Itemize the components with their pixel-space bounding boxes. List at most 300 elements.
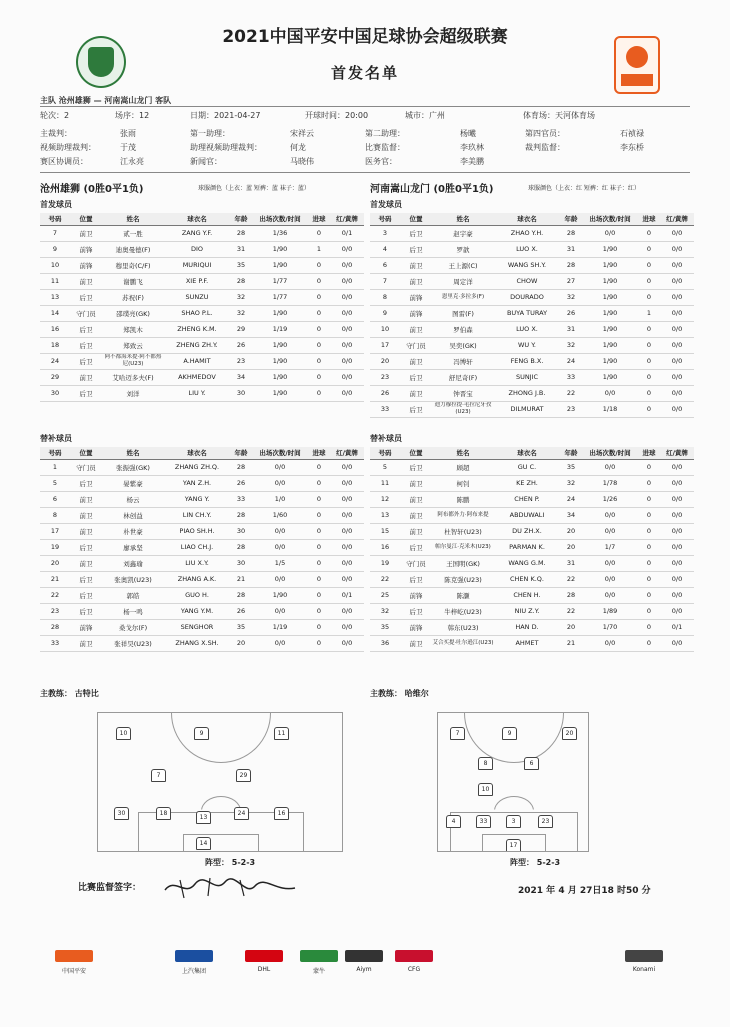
table-cell: 朴世豪	[102, 523, 164, 539]
table-cell: 32	[560, 337, 582, 353]
column-header: 出场次数/时间	[252, 447, 308, 459]
table-cell: 23	[230, 353, 252, 369]
table-cell: 1/90	[252, 353, 308, 369]
table-row	[370, 539, 694, 555]
table-cell: 0	[638, 257, 660, 273]
table-cell: 贰一胜	[102, 225, 164, 241]
column-header: 进球	[638, 213, 660, 225]
official-name: 杨曦	[460, 129, 476, 138]
sponsor-logo-icon	[300, 950, 338, 962]
table-row	[370, 369, 694, 385]
table-cell: ZHENG ZH.Y.	[164, 337, 230, 353]
table-cell: 0/0	[660, 337, 694, 353]
table-cell: 张奥凯(U23)	[102, 571, 164, 587]
table-cell: 0/0	[330, 289, 364, 305]
table-cell: GUO H.	[164, 587, 230, 603]
table-cell: LUO X.	[494, 321, 560, 337]
table-cell: 阿布都外力·阿布来提	[432, 507, 494, 523]
table-row	[40, 571, 364, 587]
table-cell: 后卫	[400, 459, 432, 475]
table-cell: 31	[560, 241, 582, 257]
table-cell: 前卫	[70, 635, 102, 651]
city: 城市：广州	[405, 111, 445, 120]
table-row	[40, 555, 364, 571]
csl-logo-icon	[614, 36, 660, 94]
column-header: 球衣名	[164, 447, 230, 459]
table-cell: 1/90	[582, 257, 638, 273]
table-row	[370, 491, 694, 507]
table-cell: 1/89	[582, 603, 638, 619]
round: 轮次：2	[40, 111, 70, 120]
table-cell: 1/90	[582, 241, 638, 257]
table-cell: AKHMEDOV	[164, 369, 230, 385]
table-cell: 31	[560, 321, 582, 337]
table-cell: 1/0	[252, 491, 308, 507]
table-cell: 0	[308, 369, 330, 385]
table-cell: 舒尼奇(F)	[432, 369, 494, 385]
kickoff: 开球时间：20:00	[305, 111, 369, 120]
player-shirt-icon: 14	[196, 837, 211, 850]
referee-sign-label: 比赛监督签字：	[78, 883, 142, 893]
table-cell: 守门员	[70, 459, 102, 475]
table-cell: 陈克强(U23)	[432, 571, 494, 587]
official-role: 比赛监督：	[365, 143, 405, 152]
table-row	[370, 523, 694, 539]
column-header: 球衣名	[494, 213, 560, 225]
table-cell: 1	[308, 241, 330, 257]
table-cell: 27	[560, 273, 582, 289]
column-header: 号码	[370, 213, 400, 225]
table-cell: ZHAO Y.H.	[494, 225, 560, 241]
table-cell: 32	[560, 475, 582, 491]
table-cell: 10	[370, 321, 400, 337]
table-cell: 0/0	[582, 507, 638, 523]
table-row	[370, 321, 694, 337]
table-cell: 后卫	[70, 385, 102, 401]
table-cell: 0	[638, 587, 660, 603]
column-header: 球衣名	[494, 447, 560, 459]
table-cell: 26	[230, 475, 252, 491]
table-row	[370, 353, 694, 369]
column-header: 出场次数/时间	[582, 213, 638, 225]
column-header: 位置	[400, 447, 432, 459]
table-cell: 0	[308, 289, 330, 305]
table-cell: 0	[638, 289, 660, 305]
table-cell: 0	[308, 337, 330, 353]
column-header: 姓名	[102, 213, 164, 225]
table-cell: 1/70	[582, 619, 638, 635]
home-coach: 主教练： 古特比	[40, 689, 99, 698]
table-cell: 张祥昊(U23)	[102, 635, 164, 651]
official-role: 视频助理裁判：	[40, 143, 96, 152]
sponsor-logo-icon	[175, 950, 213, 962]
table-cell: 后卫	[70, 337, 102, 353]
table-cell: 0/0	[660, 305, 694, 321]
table-cell: 1/90	[252, 337, 308, 353]
table-cell: 0/0	[660, 321, 694, 337]
table-cell: 28	[230, 273, 252, 289]
home-subs-table	[40, 447, 364, 652]
player-shirt-icon: 9	[502, 727, 517, 740]
table-cell: SUNZU	[164, 289, 230, 305]
table-row	[370, 257, 694, 273]
table-cell: 15	[370, 523, 400, 539]
table-cell: 0	[308, 619, 330, 635]
table-cell: 18	[40, 337, 70, 353]
column-header: 姓名	[102, 447, 164, 459]
table-cell: 帕尔曼江·克米木(U23)	[432, 539, 494, 555]
player-shirt-icon: 30	[114, 807, 129, 820]
sponsor-label: 中国平安	[61, 968, 86, 975]
column-header: 进球	[308, 447, 330, 459]
table-row	[370, 619, 694, 635]
table-cell: 前锋	[400, 587, 432, 603]
table-cell: ZHONG J.B.	[494, 385, 560, 401]
table-cell: 23	[560, 401, 582, 417]
column-header: 年龄	[560, 447, 582, 459]
table-cell: 0/0	[660, 225, 694, 241]
table-cell: 1/36	[252, 225, 308, 241]
table-cell: 1/90	[582, 305, 638, 321]
table-cell: 0	[308, 257, 330, 273]
table-cell: 罗伯森	[432, 321, 494, 337]
table-cell: 0	[308, 225, 330, 241]
player-shirt-icon: 3	[506, 815, 521, 828]
table-cell: 0	[638, 555, 660, 571]
table-cell: 0/0	[660, 475, 694, 491]
table-cell: 0/0	[660, 385, 694, 401]
column-header: 红/黄牌	[330, 447, 364, 459]
table-cell: ZHANG ZH.Q.	[164, 459, 230, 475]
table-cell: 杜智轩(U23)	[432, 523, 494, 539]
table-cell: 前卫	[70, 273, 102, 289]
table-cell: 0/0	[330, 459, 364, 475]
table-cell: 0	[638, 273, 660, 289]
table-row	[370, 635, 694, 651]
table-cell: 0	[308, 475, 330, 491]
table-row	[40, 321, 364, 337]
table-cell: 22	[560, 571, 582, 587]
table-cell: 前卫	[400, 635, 432, 651]
table-cell: 刘鑫瑜	[102, 555, 164, 571]
table-cell: 0/0	[660, 523, 694, 539]
table-cell: 0/0	[252, 571, 308, 587]
column-header: 红/黄牌	[330, 213, 364, 225]
table-cell: 21	[560, 635, 582, 651]
table-cell: 后卫	[400, 571, 432, 587]
table-cell: 0/0	[330, 603, 364, 619]
table-cell: 林创益	[102, 507, 164, 523]
signature-icon	[160, 872, 300, 902]
table-cell: 1/90	[582, 289, 638, 305]
table-cell: LIAO CH.J.	[164, 539, 230, 555]
table-row	[40, 507, 364, 523]
table-cell: 前卫	[400, 523, 432, 539]
table-cell: 0/0	[330, 635, 364, 651]
table-cell: SENGHOR	[164, 619, 230, 635]
table-cell: 0/0	[582, 459, 638, 475]
table-cell: 晏紫豪	[102, 475, 164, 491]
table-cell: 0/0	[582, 635, 638, 651]
table-row	[370, 273, 694, 289]
table-cell: 28	[560, 587, 582, 603]
table-cell: 0	[638, 507, 660, 523]
table-cell: 前卫	[400, 273, 432, 289]
table-cell: 0	[308, 523, 330, 539]
table-cell: 1/78	[582, 475, 638, 491]
table-cell: 0	[638, 475, 660, 491]
table-cell: 后卫	[70, 587, 102, 603]
table-cell: 0	[308, 353, 330, 369]
table-cell: 后卫	[400, 369, 432, 385]
home-starters-table	[40, 213, 364, 402]
table-cell: 陈鹏	[432, 491, 494, 507]
table-cell: 0/0	[252, 603, 308, 619]
table-cell: 9	[40, 241, 70, 257]
table-cell: LIN CH.Y.	[164, 507, 230, 523]
player-shirt-icon: 7	[450, 727, 465, 740]
table-cell: 35	[560, 459, 582, 475]
table-cell: 0/0	[660, 459, 694, 475]
column-header: 红/黄牌	[660, 213, 694, 225]
table-row	[370, 305, 694, 321]
table-cell: 20	[40, 555, 70, 571]
table-cell: 23	[370, 369, 400, 385]
table-cell: 0	[308, 539, 330, 555]
table-cell: 0	[638, 321, 660, 337]
table-cell: 苏祝(F)	[102, 289, 164, 305]
official-role: 第一助理：	[190, 129, 230, 138]
table-cell: 25	[370, 587, 400, 603]
table-cell: 4	[370, 241, 400, 257]
table-cell: 24	[560, 491, 582, 507]
table-cell: 吴奕(GK)	[432, 337, 494, 353]
home-subs-label: 替补球员	[40, 434, 72, 443]
table-cell: 王上源(C)	[432, 257, 494, 273]
table-cell: 0	[638, 459, 660, 475]
away-starters-table	[370, 213, 694, 418]
table-cell: 0/0	[330, 539, 364, 555]
table-cell: 前卫	[400, 257, 432, 273]
table-cell: 19	[40, 539, 70, 555]
official-role: 第四官员：	[525, 129, 565, 138]
stadium: 体育场：天河体育场	[523, 111, 595, 120]
table-cell: 22	[560, 603, 582, 619]
table-cell: 32	[370, 603, 400, 619]
table-cell: 后卫	[70, 603, 102, 619]
table-cell: 0/0	[330, 321, 364, 337]
table-cell: 恩里克·多拉多(F)	[432, 289, 494, 305]
table-row	[40, 225, 364, 241]
table-row	[40, 587, 364, 603]
table-cell: 0/0	[660, 507, 694, 523]
table-cell: AHMET	[494, 635, 560, 651]
home-formation: 阵型： 5-2-3	[205, 858, 256, 867]
table-cell: 1/77	[252, 289, 308, 305]
table-cell: 前卫	[400, 385, 432, 401]
table-cell: 1/7	[582, 539, 638, 555]
table-cell: 0/1	[330, 225, 364, 241]
table-cell: DOURADO	[494, 289, 560, 305]
player-shirt-icon: 11	[274, 727, 289, 740]
table-cell: 0/0	[330, 337, 364, 353]
table-cell: 1/90	[252, 257, 308, 273]
table-cell: ZHENG K.M.	[164, 321, 230, 337]
home-formation-pitch	[97, 712, 343, 852]
table-row	[370, 507, 694, 523]
matchup: 主队 沧州雄狮 — 河南嵩山龙门 客队	[40, 96, 172, 105]
table-cell: 陈灏	[432, 587, 494, 603]
table-cell: 前卫	[400, 475, 432, 491]
table-row	[40, 369, 364, 385]
table-cell: 0	[638, 353, 660, 369]
table-cell: 26	[230, 337, 252, 353]
table-cell: 0	[308, 305, 330, 321]
official-name: 李玖林	[460, 143, 484, 152]
table-cell: 16	[370, 539, 400, 555]
table-cell: 1/60	[252, 507, 308, 523]
table-row	[40, 257, 364, 273]
table-cell: 24	[560, 353, 582, 369]
table-cell: 0	[638, 369, 660, 385]
table-cell: 12	[370, 491, 400, 507]
table-cell: 1/90	[252, 385, 308, 401]
table-cell: 30	[230, 523, 252, 539]
table-cell: 前卫	[400, 507, 432, 523]
table-cell: 守门员	[400, 337, 432, 353]
official-name: 石祯禄	[620, 129, 644, 138]
table-cell: 0	[638, 337, 660, 353]
player-shirt-icon: 4	[446, 815, 461, 828]
table-cell: 0/0	[330, 273, 364, 289]
player-shirt-icon: 23	[538, 815, 553, 828]
player-shirt-icon: 16	[274, 807, 289, 820]
table-cell: 31	[560, 555, 582, 571]
table-cell: 1/90	[252, 587, 308, 603]
table-cell: ZHANG A.K.	[164, 571, 230, 587]
table-cell: 后卫	[70, 571, 102, 587]
column-header: 号码	[370, 447, 400, 459]
table-cell: 后卫	[400, 401, 432, 417]
table-cell: 36	[370, 635, 400, 651]
table-cell: FENG B.X.	[494, 353, 560, 369]
table-cell: 0	[308, 273, 330, 289]
table-cell: 22	[560, 385, 582, 401]
table-cell: 5	[370, 459, 400, 475]
table-cell: 0/0	[330, 491, 364, 507]
table-row	[370, 289, 694, 305]
table-cell: 26	[370, 385, 400, 401]
divider	[40, 172, 690, 173]
table-cell: 守门员	[400, 555, 432, 571]
table-cell: 0/0	[330, 555, 364, 571]
table-cell: 1/18	[582, 401, 638, 417]
table-cell: 35	[370, 619, 400, 635]
table-cell: 1/90	[252, 241, 308, 257]
table-cell: 0	[638, 619, 660, 635]
away-team-name: 河南嵩山龙门 (0胜0平1负)	[370, 184, 494, 195]
table-cell: 20	[230, 635, 252, 651]
table-cell: 0/0	[330, 619, 364, 635]
table-row	[40, 353, 364, 369]
player-shirt-icon: 10	[478, 783, 493, 796]
table-cell: SHAO P.L.	[164, 305, 230, 321]
table-cell: 13	[370, 507, 400, 523]
table-cell: WANG SH.Y.	[494, 257, 560, 273]
table-cell: 前卫	[400, 321, 432, 337]
table-cell: 0/0	[330, 385, 364, 401]
table-cell: 0	[638, 241, 660, 257]
sponsor-label: 上汽集团	[181, 968, 206, 975]
table-cell: 0/0	[330, 507, 364, 523]
away-formation-pitch	[437, 712, 589, 852]
table-cell: CHEN P.	[494, 491, 560, 507]
table-cell: LIU Y.	[164, 385, 230, 401]
column-header: 出场次数/时间	[582, 447, 638, 459]
table-cell: 0	[638, 571, 660, 587]
table-cell: 0/0	[252, 459, 308, 475]
player-shirt-icon: 17	[506, 839, 521, 852]
table-cell: 7	[40, 225, 70, 241]
table-row	[40, 619, 364, 635]
table-cell: 0/0	[660, 571, 694, 587]
table-cell: NIU Z.Y.	[494, 603, 560, 619]
table-cell: 0/0	[660, 273, 694, 289]
column-header: 号码	[40, 447, 70, 459]
official-name: 李美鹏	[460, 157, 484, 166]
table-cell: WANG G.M.	[494, 555, 560, 571]
table-cell: 31	[230, 241, 252, 257]
table-cell: 0/0	[660, 491, 694, 507]
table-row	[370, 225, 694, 241]
table-cell: 28	[230, 459, 252, 475]
official-name: 宋祥云	[290, 129, 314, 138]
sponsor-label: 蒙牛	[312, 968, 325, 975]
table-cell: 钟晋宝	[432, 385, 494, 401]
table-row	[40, 523, 364, 539]
table-row	[40, 241, 364, 257]
table-cell: 0	[638, 385, 660, 401]
table-cell: 0	[308, 571, 330, 587]
table-cell: CHEN H.	[494, 587, 560, 603]
table-cell: 前卫	[70, 369, 102, 385]
table-cell: A.HAMIT	[164, 353, 230, 369]
table-row	[40, 459, 364, 475]
table-row	[370, 337, 694, 353]
player-shirt-icon: 24	[234, 807, 249, 820]
sponsor-logo-icon	[345, 950, 383, 962]
table-cell: 33	[40, 635, 70, 651]
table-cell: 0/1	[330, 587, 364, 603]
column-header: 球衣名	[164, 213, 230, 225]
table-cell: 顾超	[432, 459, 494, 475]
table-cell: 0	[308, 635, 330, 651]
official-role: 赛区协调员：	[40, 157, 88, 166]
table-cell: XIE P.F.	[164, 273, 230, 289]
table-cell: 0/0	[660, 539, 694, 555]
table-cell: 3	[370, 225, 400, 241]
table-row	[40, 539, 364, 555]
table-cell: 32	[230, 289, 252, 305]
table-cell: 0/0	[330, 241, 364, 257]
table-cell: 17	[370, 337, 400, 353]
table-cell: WU Y.	[494, 337, 560, 353]
table-cell: 郑凯木	[102, 321, 164, 337]
official-role: 助理视频助理裁判：	[190, 143, 262, 152]
table-cell: 32	[230, 305, 252, 321]
table-cell: 前锋	[400, 619, 432, 635]
official-name: 马晓伟	[290, 157, 314, 166]
